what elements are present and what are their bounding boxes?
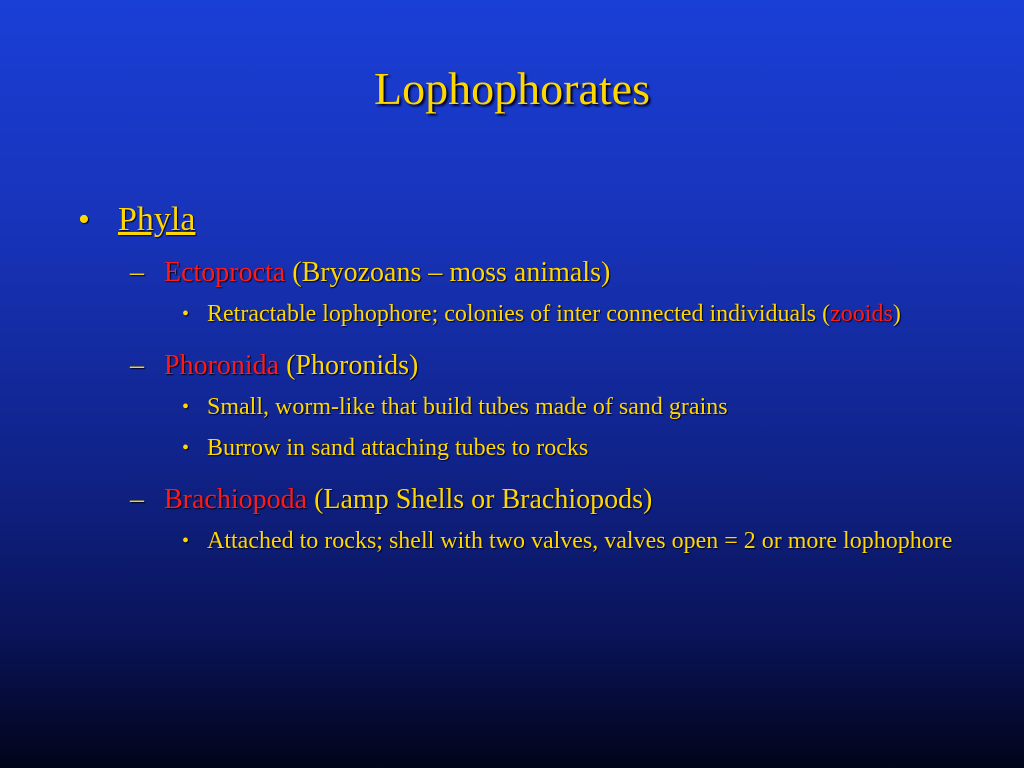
point-phoronida-1 [78, 391, 968, 424]
bullet-marker: • [182, 437, 190, 459]
dash-marker: – [130, 484, 144, 515]
phylum-name: Brachiopoda [164, 484, 308, 515]
phylum-ectoprocta [78, 256, 968, 290]
phylum-phoronida [78, 349, 968, 383]
point-text-end: ) [892, 301, 901, 327]
point-text: Burrow in sand attaching tubes to rocks [207, 435, 589, 461]
dash-marker: – [130, 257, 144, 288]
bullet-marker: • [182, 303, 190, 325]
point-phoronida-2 [78, 432, 968, 465]
phylum-common-name: (Bryozoans – moss animals) [285, 257, 611, 288]
slide-title: Lophophorates [374, 63, 650, 114]
point-brachiopoda-1 [78, 525, 968, 558]
bullet-marker: • [78, 201, 90, 238]
slide-content [78, 198, 968, 558]
dash-marker: – [130, 350, 144, 381]
phylum-brachiopoda [78, 483, 968, 517]
point-ectoprocta-1 [78, 298, 968, 331]
point-text: Retractable lophophore; colonies of inter connected individuals ( [207, 301, 831, 327]
phyla-heading: Phyla [118, 201, 196, 238]
bullet-phyla [78, 198, 968, 242]
phylum-name: Phoronida [164, 350, 280, 381]
phylum-common-name: (Lamp Shells or Brachiopods) [307, 484, 653, 515]
phylum-name: Ectoprocta [164, 257, 286, 288]
point-text: Small, worm-like that build tubes made of sand grains [207, 394, 728, 420]
point-highlight: zooids [830, 301, 893, 327]
bullet-marker: • [182, 396, 190, 418]
phylum-common-name: (Phoronids) [279, 350, 419, 381]
point-text: Attached to rocks; shell with two valves, valves open = 2 or more lophophore [207, 528, 953, 554]
bullet-marker: • [182, 530, 190, 552]
